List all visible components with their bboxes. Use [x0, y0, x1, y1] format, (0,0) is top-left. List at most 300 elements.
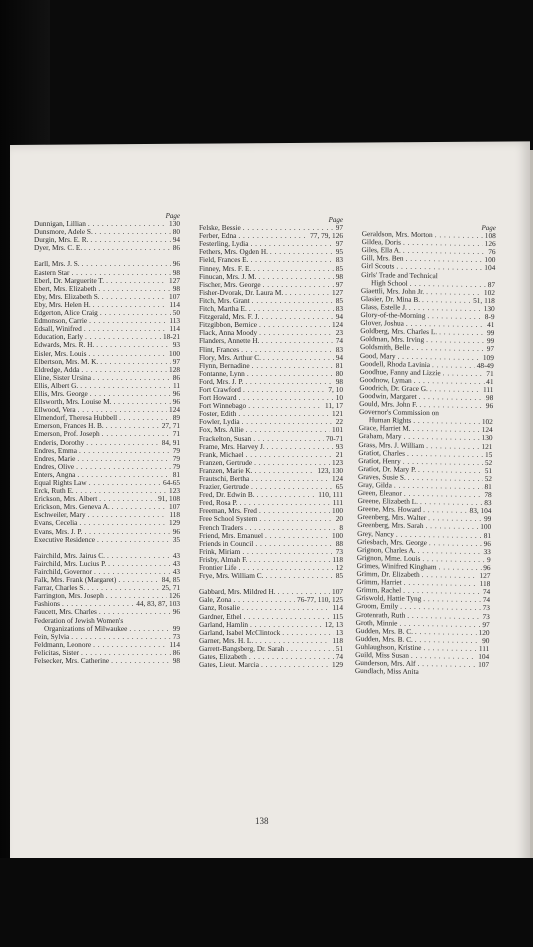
entry-name: Fairchild, Mrs. Jairus C. [34, 550, 105, 560]
entry-name: Girl Scouts [361, 261, 395, 271]
entry-page: 94 [172, 235, 180, 245]
entry-page: 83 [335, 304, 343, 314]
entry-page: 43 [172, 550, 180, 560]
entry-page: 89 [172, 413, 180, 423]
entry-name: Frazier, Gertrude [199, 482, 249, 492]
dot-leader [417, 660, 476, 669]
entry-name: Freeman, Mrs. Fred [199, 506, 257, 516]
entry-name: Fitch, Martha E. [199, 304, 247, 314]
entry-name: Greene, Mrs. Howard [357, 504, 422, 515]
entry-name: Endres, Marie [34, 453, 76, 463]
dot-leader [90, 236, 170, 244]
dot-leader [118, 576, 159, 584]
index-entry [199, 661, 343, 669]
dot-leader [108, 560, 171, 568]
entry-name: Ellis, Albert G. [34, 380, 79, 390]
index-column-2 [199, 216, 343, 669]
entry-name: Garland, Isabel McClintock [199, 627, 281, 637]
dot-leader [85, 333, 161, 341]
entry-page: 114 [169, 324, 180, 334]
entry-page: 80 [172, 227, 180, 237]
index-entry [34, 536, 180, 544]
entry-name: Gale, Zona [199, 595, 232, 605]
dot-leader [95, 228, 171, 236]
entry-name: Friends in Council [199, 538, 254, 548]
entry-name: Erickson, Mrs. Geneva A. [34, 502, 110, 512]
entry-page: 99 [486, 336, 495, 346]
entry-name: Gill, Mrs. Ben [361, 253, 404, 264]
entry-page: 84, 91 [161, 437, 180, 447]
entry-page: 118 [479, 579, 491, 589]
entry-name: Grotenrath, Ruth [355, 609, 406, 620]
dot-leader [265, 532, 330, 540]
entry-name: Grey, Nancy [357, 528, 394, 539]
entry-name: Flint, Frances [199, 344, 240, 354]
dot-leader [285, 289, 330, 297]
page-header: Page [165, 212, 180, 220]
entry-page: 70-71 [325, 433, 343, 443]
entry-page: 73 [335, 546, 343, 556]
entry-page: 97 [482, 619, 490, 629]
dot-leader [242, 548, 333, 556]
entry-name: Governor's Commission on [358, 407, 440, 418]
entry-name: Fisher-Dvorak, Dr. Laura M. [199, 287, 284, 297]
entry-name: Greene, Elizabeth L. [357, 496, 419, 507]
entry-page: 102 [481, 417, 493, 427]
dot-leader [265, 572, 333, 580]
dot-leader [100, 358, 170, 366]
entry-page: 81 [172, 469, 180, 479]
entry-page: 97 [172, 356, 180, 366]
dot-leader [239, 394, 334, 402]
dot-leader [88, 350, 167, 358]
entry-page: 96 [485, 401, 494, 411]
entry-name: Felsecker, Mrs. Catherine [34, 655, 110, 665]
entry-page: 114 [169, 299, 180, 309]
entry-page: 87 [487, 279, 496, 289]
page-header: Page [328, 216, 343, 224]
dot-leader [258, 273, 333, 281]
dot-leader [111, 657, 171, 665]
entry-page: 130 [169, 219, 180, 229]
entry-page: 110, 111 [318, 490, 343, 500]
dot-leader [252, 297, 334, 305]
entry-name: Earll, Mrs. J. S. [34, 259, 80, 269]
dot-leader [249, 653, 334, 661]
entry-name: Guhlaughson, Kristine [355, 641, 422, 652]
entry-page: 86 [172, 647, 180, 657]
entry-page: 100 [484, 255, 496, 265]
entry-page: 64-65 [162, 478, 180, 487]
dot-leader [233, 596, 295, 604]
entry-name: Flory, Mrs. Arthur C. [199, 352, 261, 362]
entry-page: 73 [172, 631, 180, 641]
entry-name: Enters, Angna [34, 469, 76, 479]
entry-name: Eby, Mrs. Elizabeth S. [34, 291, 100, 301]
entry-page: 88 [335, 538, 343, 548]
entry-name: Ellwood, Vera [34, 405, 76, 415]
entry-page: 124 [332, 474, 343, 483]
entry-page: 78 [484, 490, 492, 500]
entry-name: Glover, Joshua [360, 318, 404, 328]
entry-page: 120 [478, 627, 490, 637]
entry-page: 124 [332, 320, 343, 330]
entry-name: Frink, Miriam [199, 546, 241, 556]
entry-name: Falk, Mrs. Frank (Margaret) [34, 575, 117, 585]
dot-leader [257, 491, 317, 499]
dot-leader [259, 329, 334, 337]
dot-leader [98, 285, 170, 293]
entry-page: 86 [172, 372, 180, 382]
dot-leader [86, 439, 159, 447]
entry-name: Gardner, Ethel [199, 611, 242, 621]
entry-page: 108 [484, 231, 496, 241]
entry-page: 51, 118 [473, 295, 495, 305]
entry-name: Endres, Olive [34, 461, 75, 471]
entry-page: 96 [172, 388, 180, 398]
entry-page: 21 [335, 449, 343, 459]
entry-page: 74 [335, 651, 343, 661]
entry-page: 83 [335, 344, 343, 354]
dot-leader [248, 402, 323, 410]
entry-page: 127 [332, 287, 343, 297]
dot-leader [255, 540, 333, 548]
entry-name: Education, Early [34, 332, 84, 342]
entry-name: Eline, Sister Ursina [34, 372, 91, 382]
entry-name: Finucan, Mrs. J. M. [199, 271, 257, 281]
entry-name: Glasier, Dr. Mina B. [360, 293, 421, 304]
dot-leader [102, 430, 171, 438]
entry-page: 129 [332, 660, 343, 670]
entry-name: Fethers, Mrs. Ogden H. [199, 247, 268, 257]
entry-name: Gould, Mrs. John F. [359, 399, 418, 409]
entry-page: 95 [335, 247, 343, 257]
entry-page: 41 [487, 320, 495, 330]
dot-leader [77, 455, 170, 463]
dot-leader [261, 337, 333, 345]
entry-name: Elbertson, Mrs. M. K. [34, 356, 99, 366]
entry-name: Girls' Trade and Technical [361, 269, 438, 280]
entry-page: 50 [172, 308, 180, 318]
dot-leader [242, 604, 330, 612]
entry-name: High School [370, 277, 408, 288]
entry-page: 85 [335, 295, 343, 305]
entry-page: 124 [481, 425, 493, 435]
entry-page: 52 [484, 473, 493, 483]
entry-page: 94 [335, 352, 343, 362]
entry-page: 43 [172, 566, 180, 576]
entry-name: Graves, Susie S. [357, 471, 406, 482]
entry-name: Frisby, Almah F. [199, 554, 248, 564]
entry-name: Greenberg, Mrs. Walter [357, 512, 427, 523]
entry-page: 98 [172, 267, 180, 277]
entry-page: 85 [335, 263, 343, 273]
dot-leader [261, 661, 330, 669]
entry-name: Good, Mary [359, 350, 396, 361]
entry-page: 99 [486, 328, 495, 338]
entry-name: Geraldson, Mrs. Morton [361, 229, 433, 240]
entry-page: 10 [335, 393, 343, 403]
entry-page: 100 [169, 348, 180, 358]
entry-name: Dunnigan, Lillian [34, 219, 86, 229]
entry-page: 126 [169, 591, 180, 601]
entry-page: 130 [483, 303, 495, 314]
dot-leader [77, 471, 170, 479]
entry-name: Durgin, Mrs. E. R. [34, 235, 89, 245]
entry-page: 104 [478, 651, 490, 662]
entry-page: 96 [172, 526, 180, 536]
entry-name: Grass, Mrs. J. William [358, 439, 425, 450]
entry-name: Festerling, Lydia [199, 239, 249, 249]
entry-page: 80 [335, 368, 343, 378]
entry-name: Griesbach, Mrs. George [356, 536, 428, 547]
entry-name: Goodell, Rhoda Lavinia [359, 358, 431, 369]
entry-name: Gratiot, Charles [358, 447, 406, 458]
dot-leader [249, 305, 334, 313]
entry-name: Eberl, Dr. Marguerite T. [34, 275, 105, 285]
dot-leader [88, 220, 167, 228]
entry-name: Felicitas, Sister [34, 647, 79, 657]
entry-page: 96 [483, 538, 492, 548]
entry-page: 118 [169, 510, 180, 520]
entry-name: Grimm, Rachel [356, 585, 402, 595]
entry-name: Gray, Gilda [357, 479, 392, 490]
entry-page: 124 [169, 405, 180, 415]
entry-page: 15 [485, 449, 493, 459]
entry-page: 85 [335, 571, 343, 581]
entry-name: Giles, Ella A. [361, 245, 401, 255]
index-entry [199, 572, 343, 580]
entry-name: Fairchild, Mrs. Lucius P. [34, 558, 107, 568]
entry-name: Fein, Sylvia [34, 631, 70, 641]
entry-name: Dunsmore, Adele S. [34, 227, 93, 237]
entry-name: Field, Frances E. [199, 255, 249, 265]
entry-name: Fred, Rosa P. [199, 498, 238, 508]
index-column-3 [355, 222, 496, 677]
entry-page: 11 [172, 380, 180, 390]
dot-leader [245, 378, 333, 386]
dot-leader [79, 447, 171, 455]
dot-leader [259, 321, 330, 329]
entry-name: Ellis, Mrs. George [34, 388, 88, 398]
entry-name: Foster, Edith [199, 409, 237, 419]
dot-leader [259, 515, 333, 523]
entry-name: Fox, Mrs. Allie [199, 425, 244, 435]
entry-page: 100 [332, 530, 343, 540]
entry-page: 83, 104 [469, 506, 492, 516]
entry-page: 23 [335, 328, 343, 338]
entry-name: Gabbard, Mrs. Mildred H. [199, 587, 276, 597]
entry-page: 123 [332, 457, 343, 467]
dot-leader [93, 301, 168, 309]
entry-page: 96 [172, 607, 180, 617]
entry-name: Grimm, Harriet [356, 577, 402, 587]
entry-page: 111 [332, 498, 343, 508]
entry-name: Goodhue, Fanny and Lizzie [359, 366, 441, 377]
entry-page: 51 [335, 643, 343, 653]
dot-leader [282, 629, 333, 637]
entry-page: 79 [172, 461, 180, 471]
entry-name: Goldman, Mrs. Irving [360, 334, 425, 345]
entry-page: 118 [332, 635, 343, 645]
index-entry [34, 657, 180, 665]
entry-name: Fred, Dr. Edwin B. [199, 490, 255, 500]
entry-page: 74 [482, 595, 491, 605]
dot-leader [93, 641, 167, 649]
entry-page: 22 [335, 417, 343, 427]
dot-leader [259, 507, 330, 515]
entry-name: Eisler, Mrs. Louis [34, 348, 87, 358]
entry-page: 48-49 [476, 360, 494, 370]
entry-page: 127 [169, 275, 180, 285]
entry-name: Grignon, Mme. Louis [356, 552, 421, 563]
entry-page: 52 [484, 457, 493, 467]
entry-page: 97 [486, 344, 495, 354]
entry-name: Fort Howard [199, 393, 237, 403]
entry-page: 96 [172, 259, 180, 269]
entry-name: Fontanne, Lynn [199, 368, 245, 378]
page-header: Page [481, 223, 496, 233]
entry-name: Frank, Michael [199, 449, 244, 459]
entry-name: Goodrich, Dr. Grace G. [359, 382, 428, 393]
entry-page: 7, 10 [328, 384, 343, 394]
entry-page: 8 [339, 522, 343, 532]
entry-page: 83 [335, 255, 343, 265]
entry-name: Fitzgerald, Mrs. F. J. [199, 312, 260, 322]
entry-page: 79 [172, 445, 180, 455]
entry-name: Graham, Mary [358, 431, 402, 442]
entry-name: Goldsmith, Belle [359, 342, 410, 353]
entry-page: 74 [482, 587, 491, 597]
entry-name: Organizations of Milwaukee [44, 623, 128, 633]
dot-leader [244, 613, 331, 621]
entry-page: 76 [488, 247, 496, 257]
entry-name: Flynn, Bernadine [199, 360, 250, 370]
entry-page: 104 [484, 263, 496, 273]
entry-page: 98 [335, 376, 343, 386]
entry-page: 27, 71 [161, 421, 180, 431]
entry-name: Gunderson, Mrs. Alf [355, 658, 416, 668]
dot-leader [249, 556, 330, 564]
entry-page: 107 [169, 502, 180, 512]
entry-page: 81 [484, 481, 492, 492]
entry-name: Endres, Emma [34, 445, 77, 455]
dot-leader [246, 426, 330, 434]
entry-page: 107 [169, 291, 180, 301]
entry-page: 115 [332, 611, 343, 621]
entry-page: 96 [483, 562, 491, 572]
dot-leader [79, 519, 167, 527]
entry-page: 111 [478, 643, 490, 653]
entry-name: Elmendorf, Theresa Hubbell [34, 413, 118, 423]
index-entry [34, 244, 180, 252]
entry-page: 12 [335, 563, 343, 573]
dot-leader [129, 625, 170, 633]
entry-page: 41 [486, 376, 494, 386]
entry-name: Frontier Life [199, 563, 237, 573]
entry-page: 100 [332, 506, 343, 516]
entry-name: Fairchild, Governor [34, 566, 92, 576]
entry-page: 93 [335, 441, 343, 451]
entry-name: Franzen, Marie K. [199, 465, 253, 475]
entry-page: 35 [172, 534, 180, 544]
entry-page: 97 [335, 279, 343, 289]
entry-page: 18-21 [162, 332, 180, 342]
dot-leader [238, 232, 308, 240]
entry-name: Flack, Anna Moody [199, 328, 258, 338]
entry-name: Frame, Mrs. Harvey J. [199, 441, 265, 451]
entry-page: 93 [172, 340, 180, 350]
entry-page: 86 [172, 243, 180, 253]
entry-name: Executive Residence [34, 534, 95, 544]
dot-leader [253, 265, 333, 273]
dot-leader [267, 443, 334, 451]
entry-name: Edsall, Winifred [34, 324, 82, 334]
entry-name: Felske, Bessie [199, 223, 241, 233]
dot-leader [113, 398, 170, 406]
entry-page: 126 [484, 239, 496, 249]
entry-page: 98 [485, 392, 494, 403]
entry-name: Frye, Mrs. William C. [199, 571, 264, 581]
index-column-1 [34, 212, 180, 665]
entry-name: Glory-of-the-Morning [360, 310, 426, 321]
entry-page: 100 [480, 522, 492, 532]
dot-leader [261, 313, 333, 321]
entry-page: 90 [482, 635, 490, 645]
dot-leader [102, 293, 167, 301]
entry-page: 99 [172, 623, 180, 633]
entry-name: Eastern Star [34, 267, 70, 277]
entry-name: Gildea, Doris [361, 237, 402, 247]
entry-name: Gudden, Mrs. B. C. [355, 633, 413, 644]
entry-name: Giaettli, Mrs. John Jr. [360, 285, 425, 296]
dot-leader [97, 536, 171, 544]
entry-page: 79 [172, 453, 180, 463]
entry-page: 51 [484, 465, 493, 475]
dot-leader [286, 645, 333, 653]
entry-page: 71 [486, 368, 494, 378]
entry-page: 101 [332, 425, 343, 435]
entry-name: Groth, Minnie [355, 617, 398, 628]
page-number: 138 [255, 816, 269, 826]
dot-leader [246, 451, 334, 459]
entry-page: 123, 130 [317, 465, 343, 475]
entry-page: 73 [482, 603, 491, 613]
entry-page: 20 [335, 514, 343, 524]
entry-page: 97 [335, 223, 343, 233]
entry-page: 84, 85 [161, 575, 180, 585]
entry-page: 8-9 [484, 311, 495, 322]
entry-name: Feldmann, Leonore [34, 639, 92, 649]
entry-page: 44, 83, 87, 103 [136, 599, 180, 609]
entry-name: Grimes, Winifred Kingham [356, 560, 437, 572]
entry-name: Groom, Emily [355, 601, 399, 612]
entry-name: Glass, Estelle J. [360, 301, 407, 312]
entry-name: Farrington, Mrs. Joseph [34, 591, 104, 601]
entry-name: Emerson, Frances H. B. [34, 421, 104, 431]
entry-name: Ellsworth, Mrs. Louise M. [34, 397, 112, 407]
entry-page: 109 [482, 352, 494, 362]
entry-page: 73 [482, 611, 490, 621]
entry-name: Franzen, Gertrude [199, 457, 253, 467]
entry-name: Frackelton, Susan [199, 433, 252, 443]
entry-name: Frautschi, Bertha [199, 474, 250, 483]
entry-name: Erck, Ruth E. [34, 486, 74, 496]
entry-name: Fort Crawford [199, 384, 241, 394]
dot-leader [270, 248, 334, 256]
entry-name: Flanders, Annette H. [199, 336, 260, 346]
dot-leader [80, 382, 171, 390]
